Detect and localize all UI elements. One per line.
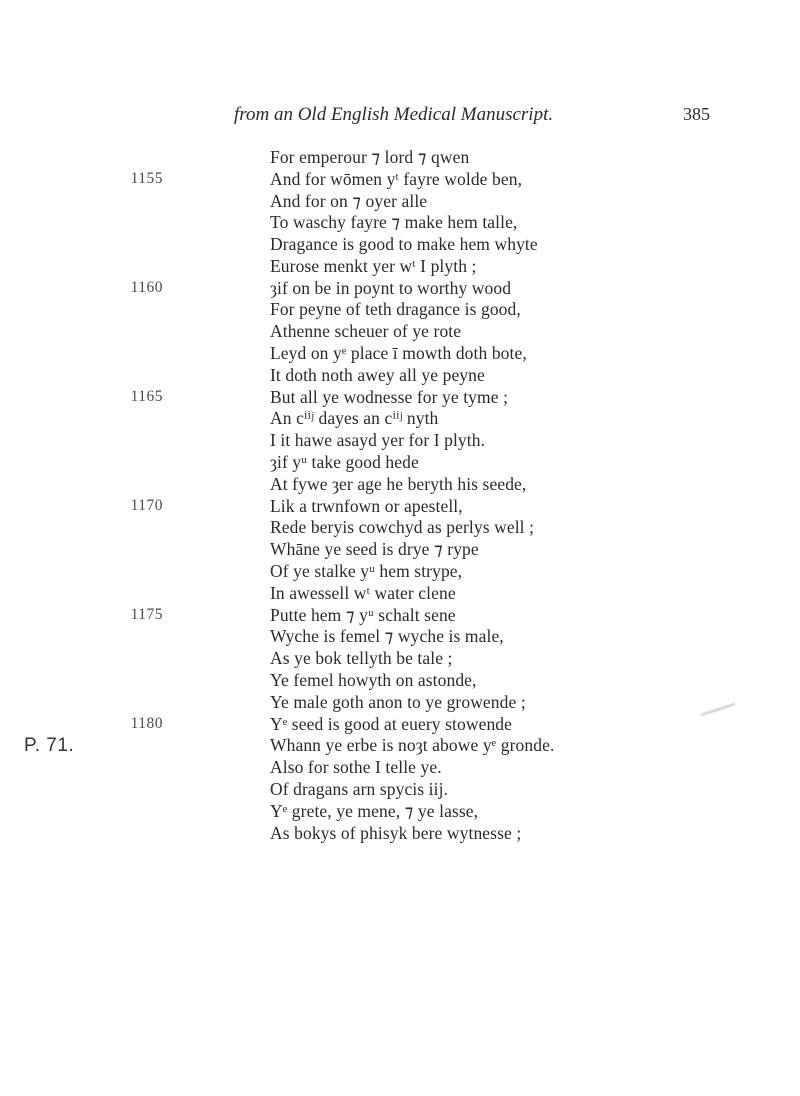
line-number: 1165 (130, 388, 163, 405)
verse-line: Also for sothe I telle ye. (270, 757, 442, 777)
verse-line: At fywe ȝer age he beryth his seede, (270, 474, 527, 494)
verse-line: Athenne scheuer of ye rote (270, 321, 462, 341)
line-number: 1175 (130, 606, 163, 623)
verse-line: And for on ⁊ oyer alle (270, 191, 428, 211)
verse-line: As ye bok tellyth be tale ; (270, 648, 453, 668)
verse-line: For emperour ⁊ lord ⁊ qwen (270, 147, 470, 167)
line-number: 1180 (130, 715, 163, 732)
line-number: 1160 (130, 279, 163, 296)
line-number: 1155 (130, 170, 163, 187)
verse-line: Rede beryis cowchyd as perlys well ; (270, 517, 535, 537)
verse-line: Wyche is femel ⁊ wyche is male, (270, 626, 504, 646)
verse-line: Of dragans arn spycis iij. (270, 779, 449, 799)
verse-line: To waschy fayre ⁊ make hem talle, (270, 212, 518, 232)
verse-line: ȝif yᵘ take good hede (270, 452, 419, 472)
verse-line: Whāne ye seed is drye ⁊ rype (270, 539, 479, 559)
verse-line: Whann ye erbe is noȝt abowe yᵉ gronde. (270, 735, 555, 755)
line-number: 1170 (130, 497, 163, 514)
verse-line: Lik a trwnfown or apestell, (270, 496, 463, 516)
verse-line: I it hawe asayd yer for I plyth. (270, 430, 486, 450)
verse-line: Putte hem ⁊ yᵘ schalt sene (270, 605, 456, 625)
verse-line: ȝif on be in poynt to worthy wood (270, 278, 512, 298)
verse-line: Eurose menkt yer wᵗ I plyth ; (270, 256, 477, 276)
verse-line: In awessell wᵗ water clene (270, 583, 456, 603)
verse-line: Ye femel howyth on astonde, (270, 670, 477, 690)
margin-smudge (700, 703, 735, 717)
page-number: 385 (683, 104, 710, 124)
verse-line: Yᵉ grete, ye mene, ⁊ ye lasse, (270, 801, 479, 821)
verse-line: But all ye wodnesse for ye tyme ; (270, 387, 509, 407)
margin-note: P. 71. (24, 735, 75, 756)
verse-line: Dragance is good to make hem whyte (270, 234, 538, 254)
verse-line: And for wōmen yᵗ fayre wolde ben, (270, 169, 523, 189)
verse-line: It doth noth awey all ye peyne (270, 365, 485, 385)
verse-line: Yᵉ seed is good at euery stowende (270, 714, 513, 734)
verse-line: As bokys of phisyk bere wytnesse ; (270, 823, 522, 843)
verse-line: Leyd on yᵉ place ī mowth doth bote, (270, 343, 527, 363)
verse-line: Ye male goth anon to ye growende ; (270, 692, 526, 712)
verse-line: Of ye stalke yᵘ hem strype, (270, 561, 463, 581)
verse-line: An cⁱⁱʲ dayes an cⁱⁱʲ nyth (270, 408, 439, 428)
running-title: from an Old English Medical Manuscript. (234, 104, 554, 125)
verse-line: For peyne of teth dragance is good, (270, 299, 521, 319)
running-head (234, 104, 710, 134)
